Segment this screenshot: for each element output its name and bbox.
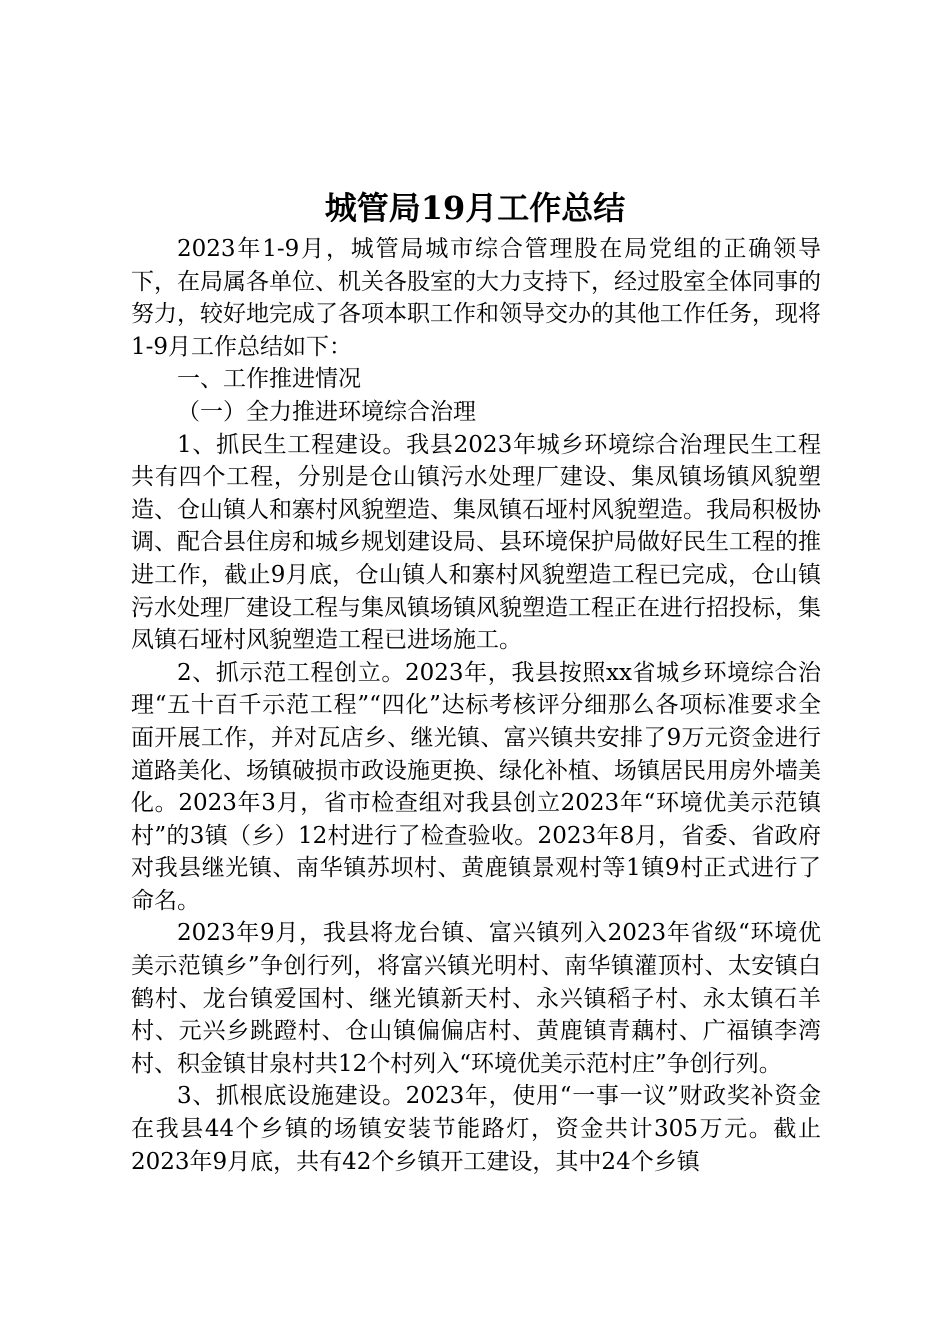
document-title: 城管局19月工作总结 xyxy=(324,189,626,227)
document-body xyxy=(131,233,821,1178)
body-paragraph: 3、抓根底设施建设。2023年，使用“一事一议”财政奖补资金在我县44个乡镇的场镇安装节能路灯，资金共计305万元。截止2023年9月底，共有42个乡镇开工建设，其中24个乡镇 xyxy=(131,1083,821,1175)
body-paragraph: 1、抓民生工程建设。我县2023年城乡环境综合治理民生工程共有四个工程，分别是仓山镇污水处理厂建设、集凤镇场镇风貌塑造、仓山镇人和寨村风貌塑造、集凤镇石垭村风貌塑造。我局积极协调、配合县住房和城乡规划建设局、县环境保护局做好民生工程的推进工作，截止9月底，仓山镇人和寨村风貌塑造工程已完成，仓山镇污水处理厂建设工程与集凤镇场镇风貌塑造工程正在进行招投标，集凤镇石垭村风貌塑造工程已进场施工。 xyxy=(131,431,821,654)
section-heading: 一、工作推进情况 xyxy=(177,366,361,393)
body-paragraph: 2、抓示范工程创立。2023年，我县按照xx省城乡环境综合治理“五十百千示范工程”“四化”达标考核评分细那么各项标准要求全面开展工作，并对瓦店乡、继光镇、富兴镇共安排了9万元资金进行道路美化、场镇破损市政设施更换、绿化补植、场镇居民用房外墙美化。2023年3月，省市检查组对我县创立2023年“环境优美示范镇村”的3镇（乡）12村进行了检查验收。2023年8月，省委、省政府对我县继光镇、南华镇苏坝村、黄鹿镇景观村等1镇9村正式进行了命名。 xyxy=(131,659,821,914)
body-paragraph: 2023年9月，我县将龙台镇、富兴镇列入2023年省级“环境优美示范镇乡”争创行列，将富兴镇光明村、南华镇灌顶村、太安镇白鹤村、龙台镇爱国村、继光镇新天村、永兴镇稻子村、永太镇石羊村、元兴乡跳蹬村、仓山镇偏偏店村、黄鹿镇青藕村、广福镇李湾村、积金镇甘泉村共12个村列入“环境优美示范村庄”争创行列。 xyxy=(131,920,821,1077)
subsection-heading: （一）全力推进环境综合治理 xyxy=(177,398,476,425)
intro-paragraph: 2023年1-9月，城管局城市综合管理股在局党组的正确领导下，在局属各单位、机关各股室的大力支持下，经过股室全体同事的努力，较好地完成了各项本职工作和领导交办的其他工作任务，现将1-9月工作总结如下： xyxy=(131,236,821,360)
